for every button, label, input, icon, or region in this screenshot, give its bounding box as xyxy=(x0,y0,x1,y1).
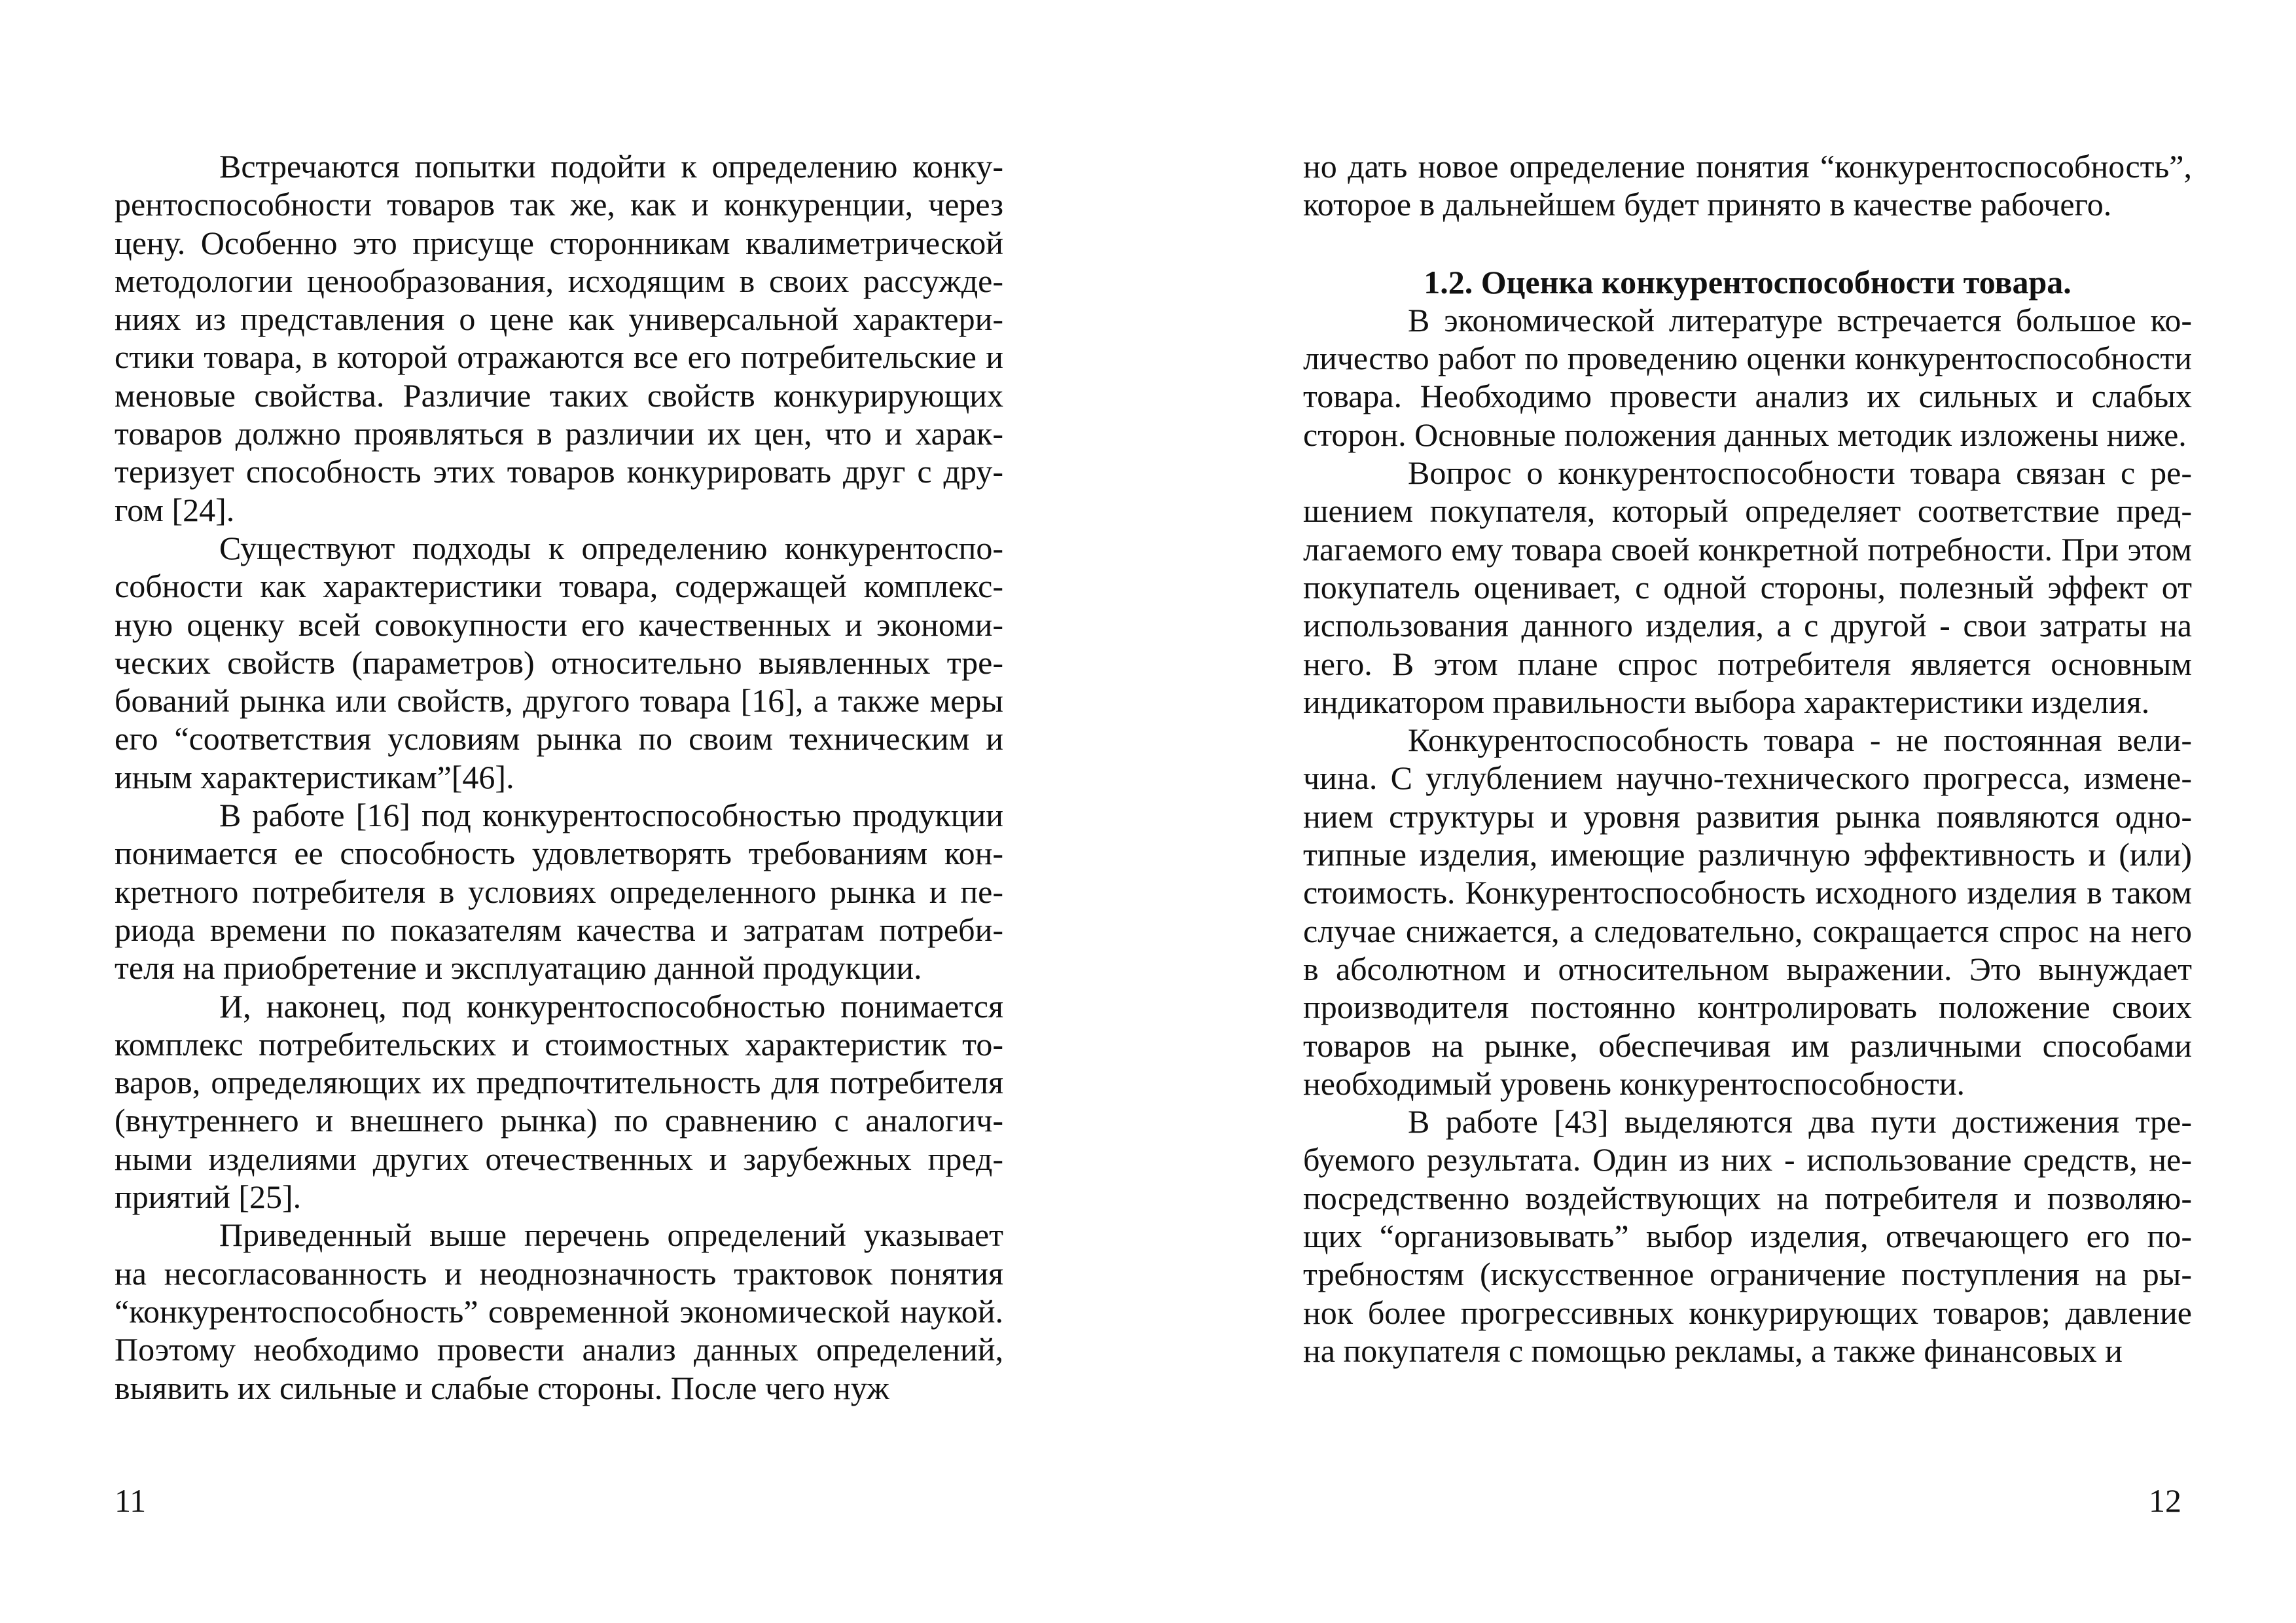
right-paragraph-2: Вопрос о конкурентоспособности товара связан с решением покупателя, который определяет соответствие предлагаемого ему товара своей конкретной потребности. При этом покупатель оценивает, с одной стороны, полезный эффект от использования данного изделия, а с другой - свои затраты на него. В этом плане спрос потребителя является основным индикатором правильности выбора характеристики изделия. xyxy=(1303,454,2192,720)
section-heading: 1.2. Оценка конкурентоспособности товара. xyxy=(1424,263,2072,301)
right-page-number: 12 xyxy=(2149,1482,2181,1519)
left-text-column xyxy=(115,147,1003,1407)
right-continuation-paragraph: но дать новое определение понятия “конкурентоспособность”, которое в дальнейшем будет принято в качестве рабочего. xyxy=(1303,148,2192,223)
left-paragraph-4: И, наконец, под конкурентоспособностью понимается комплекс потребительских и стоимостных характеристик товаров, определяющих их предпочтительность для потребителя (внутреннего и внешнего рынка) по сравнению с аналогичными изделиями других отечественных и зарубежных предприятий [25]. xyxy=(115,987,1003,1216)
left-paragraph-5: Приведенный выше перечень определений указывает на несогласованность и неоднозначность трактовок понятия “конкурентоспособность” современной экономической наукой. Поэтому необходимо провести анализ данных определений, выявить их сильные и слабые стороны. После чего нуж xyxy=(115,1216,1003,1406)
left-page-number: 11 xyxy=(115,1482,147,1519)
right-paragraph-3: Конкурентоспособность товара - не постоянная величина. С углублением научно-технического прогресса, изменением структуры и уровня развития рынка появляются однотипные изделия, имеющие различную эффективность и (или) стоимость. Конкурентоспособность исходного изделия в таком случае снижается, а следовательно, сокращается спрос на него в абсолютном и относительном выражении. Это вынуждает производителя постоянно контролировать положение своих товаров на рынке, обеспечивая им различными способами необходимый уровень конкурентоспособности. xyxy=(1303,721,2192,1102)
right-page xyxy=(1148,0,2296,1623)
left-paragraph-1: Встречаются попытки подойти к определению конкурентоспособности товаров так же, как и конкуренции, через цену. Особенно это присуще сторонникам квалиметрической методологии ценообразования, исходящим в своих рассуждениях из представления о цене как универсальной характеристики товара, в которой отражаются все его потребительские и меновые свойства. Различие таких свойств конкурирующих товаров должно проявляться в различии их цен, что и характеризует способность этих товаров конкурировать друг с другом [24]. xyxy=(115,148,1003,528)
left-paragraph-3: В работе [16] под конкурентоспособностью продукции понимается ее способность удовлетворять требованиям конкретного потребителя в условиях определенного рынка и периода времени по показателям качества и затратам потребителя на приобретение и эксплуатацию данной продукции. xyxy=(115,797,1003,987)
right-paragraph-1: В экономической литературе встречается большое количество работ по проведению оценки конкурентоспособности товара. Необходимо провести анализ их сильных и слабых сторон. Основные положения данных методик изложены ниже. xyxy=(1303,301,2192,453)
left-paragraph-2: Существуют подходы к определению конкурентоспособности как характеристики товара, содержащей комплексную оценку всей совокупности его качественных и экономических свойств (параметров) относительно выявленных требований рынка или свойств, другого товара [16], а также меры его “соответствия условиям рынка по своим техническим и иным характеристикам”[46]. xyxy=(115,529,1003,795)
right-paragraph-4: В работе [43] выделяются два пути достижения требуемого результата. Один из них - использование средств, непосредственно воздействующих на потребителя и позволяющих “организовывать” выбор изделия, отвечающего его потребностям (искусственное ограничение поступления на рынок более прогрессивных конкурирующих товаров; давление на покупателя с помощью рекламы, а также финансовых и xyxy=(1303,1103,2192,1369)
right-text-column xyxy=(1303,147,2192,1370)
